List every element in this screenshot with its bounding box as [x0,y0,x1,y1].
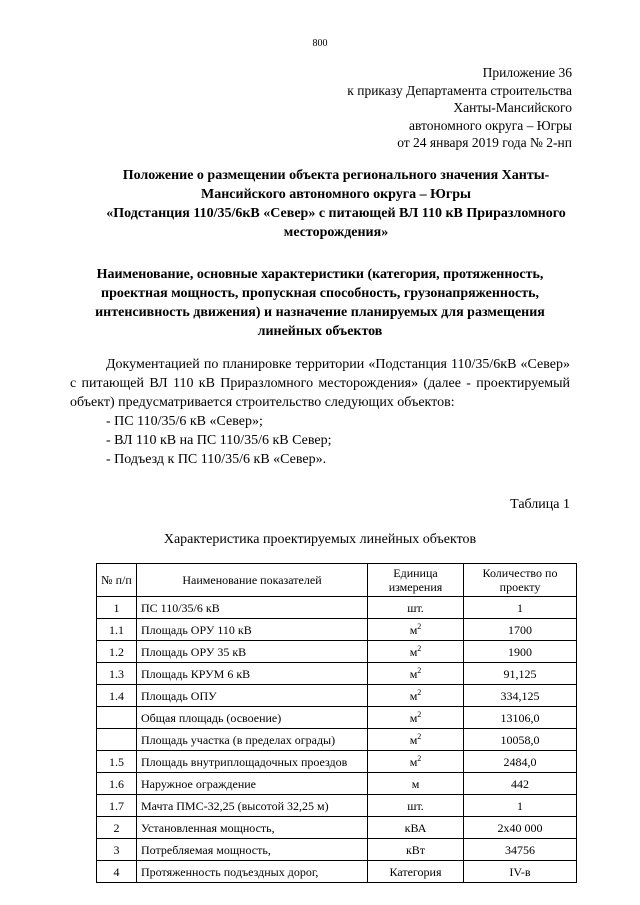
intro-section [70,355,570,469]
cell-name: Протяженность подъездных дорог, [137,861,368,883]
appendix-line: от 24 января 2019 года № 2-нп [397,135,572,150]
unit-superscript: 2 [417,731,422,741]
unit-text: м [409,710,418,725]
header-unit: Единица измерения [368,564,464,597]
cell-name: Потребляемая мощность, [137,839,368,861]
appendix-line: к приказу Департамента строительства [347,82,572,98]
cell-unit: шт. [368,795,464,817]
cell-unit: м [368,773,464,795]
cell-unit [368,641,464,663]
table-row [97,773,577,795]
cell-qty: 2x40 000 [464,817,577,839]
cell-qty: 1 [464,597,577,619]
title-line: Положение о размещении объекта регионального значения Ханты-Мансийского автономного округа – Югры [122,168,550,202]
header-name: Наименование показателей [137,564,368,597]
cell-name: Площадь ОРУ 35 кВ [137,641,368,663]
unit-text: м [409,644,418,659]
object-list [70,412,570,469]
table-row [97,685,577,707]
appendix-block [347,64,572,152]
unit-text: м [409,688,418,703]
cell-name: Установленная мощность, [137,817,368,839]
cell-name: Площадь КРУМ 6 кВ [137,663,368,685]
table-label: Таблица 1 [510,497,570,512]
section-heading: Наименование, основные характеристики (категория, протяженность, проектная мощность, пропускная способность, грузонапряженность, интенсивность движения) и назначение планируемых для размещения линейных объектов [95,267,545,339]
cell-num: 1 [97,597,137,619]
table-row [97,751,577,773]
header-qty: Количество по проекту [464,564,577,597]
unit-text: м [409,622,418,637]
cell-qty: 34756 [464,839,577,861]
object-list-item: - Подъезд к ПС 110/35/6 кВ «Север». [106,452,327,467]
document-title [96,166,576,242]
object-list-item: - ВЛ 110 кВ на ПС 110/35/6 кВ Север; [106,433,332,448]
cell-unit [368,663,464,685]
unit-superscript: 2 [417,753,422,763]
table-caption: Характеристика проектируемых линейных объектов [163,532,477,547]
unit-superscript: 2 [417,687,422,697]
cell-name: Наружное ограждение [137,773,368,795]
cell-unit [368,751,464,773]
cell-name: Площадь участка (в пределах ограды) [137,729,368,751]
cell-num: 1.4 [97,685,137,707]
cell-qty: 2484,0 [464,751,577,773]
appendix-line: Приложение 36 [482,65,572,80]
cell-unit [368,619,464,641]
cell-num: 1.7 [97,795,137,817]
header-num: № п/п [97,564,137,597]
unit-superscript: 2 [417,621,422,631]
unit-text: м [409,754,418,769]
cell-qty: 1 [464,795,577,817]
cell-num: 3 [97,839,137,861]
cell-name: Площадь ОРУ 110 кВ [137,619,368,641]
appendix-line: автономного округа – Югры [409,117,572,133]
cell-unit [368,729,464,751]
unit-superscript: 2 [417,643,422,653]
appendix-line: Ханты-Мансийского [453,100,572,115]
table-row [97,641,577,663]
cell-num [97,729,137,751]
cell-qty: 442 [464,773,577,795]
cell-num [97,707,137,729]
cell-num: 1.2 [97,641,137,663]
table-row [97,839,577,861]
table-row [97,861,577,883]
table-row [97,729,577,751]
cell-name: ПС 110/35/6 кВ [137,597,368,619]
table-row [97,707,577,729]
table-header-row [97,564,577,597]
table-row [97,795,577,817]
table-row [97,619,577,641]
cell-name: Общая площадь (освоение) [137,707,368,729]
unit-superscript: 2 [417,709,422,719]
cell-qty: 334,125 [464,685,577,707]
cell-name: Площадь ОПУ [137,685,368,707]
cell-name: Мачта ПМС-32,25 (высотой 32,25 м) [137,795,368,817]
unit-superscript: 2 [417,665,422,675]
cell-unit: кВт [368,839,464,861]
intro-paragraph: Документацией по планировке территории «Подстанция 110/35/6кВ «Север» с питающей ВЛ 110 кВ Приразломного месторождения» (далее - проектируемый объект) предусматривается строительство следующих объектов: [70,357,570,410]
cell-num: 1.5 [97,751,137,773]
unit-text: м [409,732,418,747]
table-row [97,663,577,685]
cell-name: Площадь внутриплощадочных проездов [137,751,368,773]
cell-num: 4 [97,861,137,883]
cell-unit: шт. [368,597,464,619]
cell-num: 1.1 [97,619,137,641]
cell-unit: кВА [368,817,464,839]
cell-qty: IV-в [464,861,577,883]
cell-num: 2 [97,817,137,839]
cell-num: 1.6 [97,773,137,795]
table-row [97,597,577,619]
page-number: 800 [312,38,328,49]
cell-unit: Категория [368,861,464,883]
cell-qty: 1900 [464,641,577,663]
cell-qty: 10058,0 [464,729,577,751]
cell-qty: 1700 [464,619,577,641]
cell-num: 1.3 [97,663,137,685]
cell-qty: 13106,0 [464,707,577,729]
title-line: «Подстанция 110/35/6кВ «Север» с питающей ВЛ 110 кВ Приразломного месторождения» [106,206,566,240]
object-list-item: - ПС 110/35/6 кВ «Север»; [106,414,263,429]
cell-unit [368,707,464,729]
specs-table [96,563,577,883]
cell-qty: 91,125 [464,663,577,685]
table-row [97,817,577,839]
cell-unit [368,685,464,707]
unit-text: м [409,666,418,681]
